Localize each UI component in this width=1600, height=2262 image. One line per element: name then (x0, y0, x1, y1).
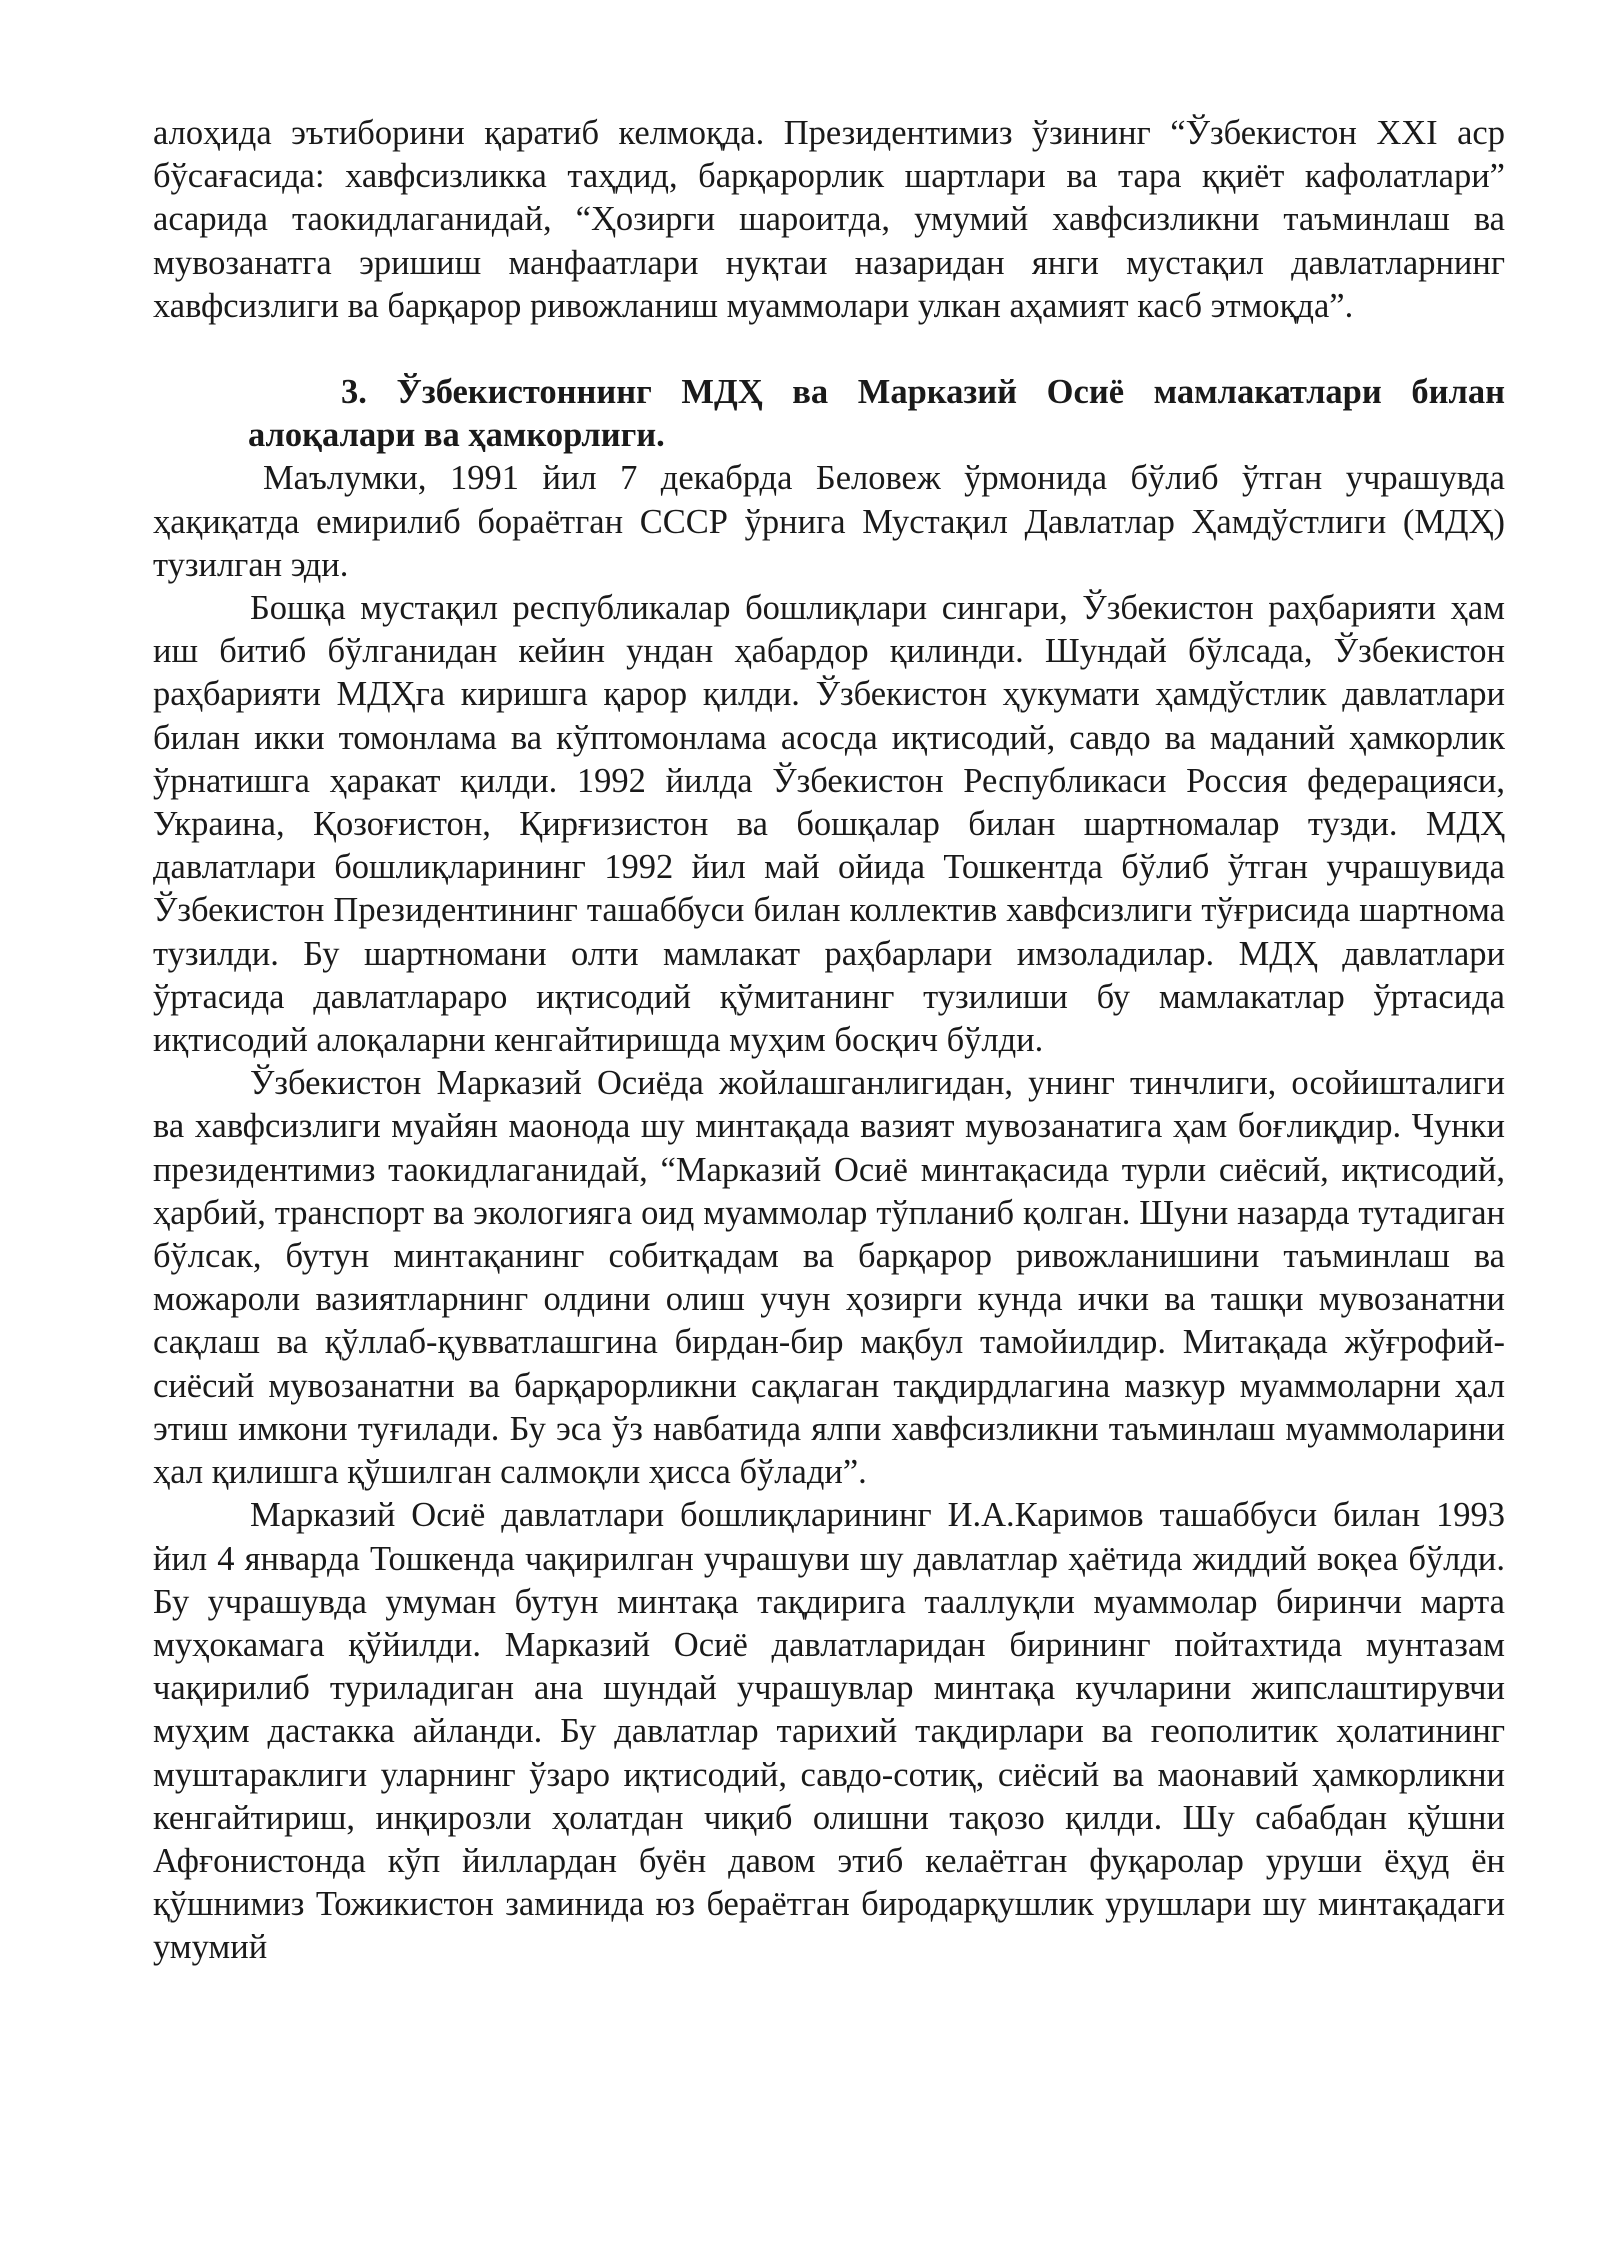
paragraph-3: Ўзбекистон Марказий Осиёда жойлашганлигидан, унинг тинчлиги, осойишталиги ва хавфсизлиги муайян маонода шу минтақада вазият мувозанатига ҳам боғлиқдир. Чунки президентимиз таокидлаганидай, “Марказий Осиё минтақасида турли сиёсий, иқтисодий, ҳарбий, транспорт ва экологияга оид муаммолар тўпланиб қолган. Шуни назарда тутадиган бўлсак, бутун минтақанинг собитқадам ва барқарор ривожланишини таъминлаш ва можароли вазиятларнинг олдини олиш учун ҳозирги кунда ички ва ташқи мувозанатни сақлаш ва қўллаб-қувватлашгина бирдан-бир мақбул тамойилдир. Митақада жўғрофий-сиёсий мувозанатни ва барқарорликни сақлаган тақдирдлагина мазкур муаммоларни ҳал этиш имкони туғилади. Бу эса ўз навбатида ялпи хавфсизликни таъминлаш муаммоларини ҳал қилишга қўшилган салмоқли ҳисса бўлади”. (153, 1064, 1505, 1492)
paragraph-2: Бошқа мустақил республикалар бошлиқлари сингари, Ўзбекистон раҳбарияти ҳам иш битиб бўлганидан кейин ундан ҳабардор қилинди. Шундай бўлсада, Ўзбекистон раҳбарияти МДҲга киришга қарор қилди. Ўзбекистон ҳукумати ҳамдўстлик давлатлари билан икки томонлама ва кўптомонлама асосда иқтисодий, савдо ва маданий ҳамкорлик ўрнатишга ҳаракат қилди. 1992 йилда Ўзбекистон Республикаси Россия федерацияси, Украина, Қозоғистон, Қирғизистон ва бошқалар билан шартномалар тузди. МДҲ давлатлари бошлиқларининг 1992 йил май ойида Тошкентда бўлиб ўтган учрашувида Ўзбекистон Президентининг ташаббуси билан коллектив хавфсизлиги тўғрисида шартнома тузилди. Бу шартномани олти мамлакат раҳбарлари имзоладилар. МДҲ давлатлари ўртасида давлатлараро иқтисодий қўмитанинг тузилиши бу мамлакатлар ўртасида иқтисодий алоқаларни кенгайтиришда муҳим босқич бўлди. (153, 589, 1505, 1060)
paragraph-1: Маълумки, 1991 йил 7 декабрда Беловеж ўрмонида бўлиб ўтган учрашувда ҳақиқатда емирилиб бораётган СССР ўрнига Мустақил Давлатлар Ҳамдўстлиги (МДҲ) тузилган эди. (153, 459, 1505, 584)
paragraph-4: Марказий Осиё давлатлари бошлиқларининг И.А.Каримов ташаббуси билан 1993 йил 4 январда Тошкенда чақирилган учрашуви шу давлатлар ҳаётида жиддий воқеа бўлди. Бу учрашувда умуман бутун минтақа тақдирига тааллуқли муаммолар биринчи марта муҳокамага қўйилди. Марказий Осиё давлатларидан бирининг пойтахтида мунтазам чақирилиб туриладиган ана шундай учрашувлар минтақа кучларини жипслаштирувчи муҳим дастакка айланди. Бу давлатлар тарихий тақдирлари ва геополитик ҳолатининг муштараклиги уларнинг ўзаро иқтисодий, савдо-сотиқ, сиёсий ва маонавий ҳамкорликни кенгайтириш, инқирозли ҳолатдан чиқиб олишни тақозо қилди. Шу сабабдан қўшни Афғонистонда кўп йиллардан буён давом этиб келаётган фуқаролар уруши ёҳуд ён қўшнимиз Тожикистон заминида юз бераётган биродарқушлик урушлари шу минтақадаги умумий (153, 1496, 1505, 1967)
paragraph-intro: алоҳида эътиборини қаратиб келмоқда. Президентимиз ўзининг “Ўзбекистон XXI аср бўсағасида: хавфсизликка таҳдид, барқарорлик шартлари ва тара ққиёт кафолатлари” асарида таокидлаганидай, “Ҳозирги шароитда, умумий хавфсизликни таъминлаш ва мувозанатга эришиш манфаатлари нуқтаи назаридан янги мустақил давлатларнинг хавфсизлиги ва барқарор ривожланиш муаммолари улкан аҳамият касб этмоқда”. (153, 114, 1505, 325)
document-page (153, 112, 1505, 1970)
section-heading: 3. Ўзбекистоннинг МДҲ ва Марказий Осиё мамлакатлари билан алоқалари ва ҳамкорлиги. (248, 373, 1505, 455)
